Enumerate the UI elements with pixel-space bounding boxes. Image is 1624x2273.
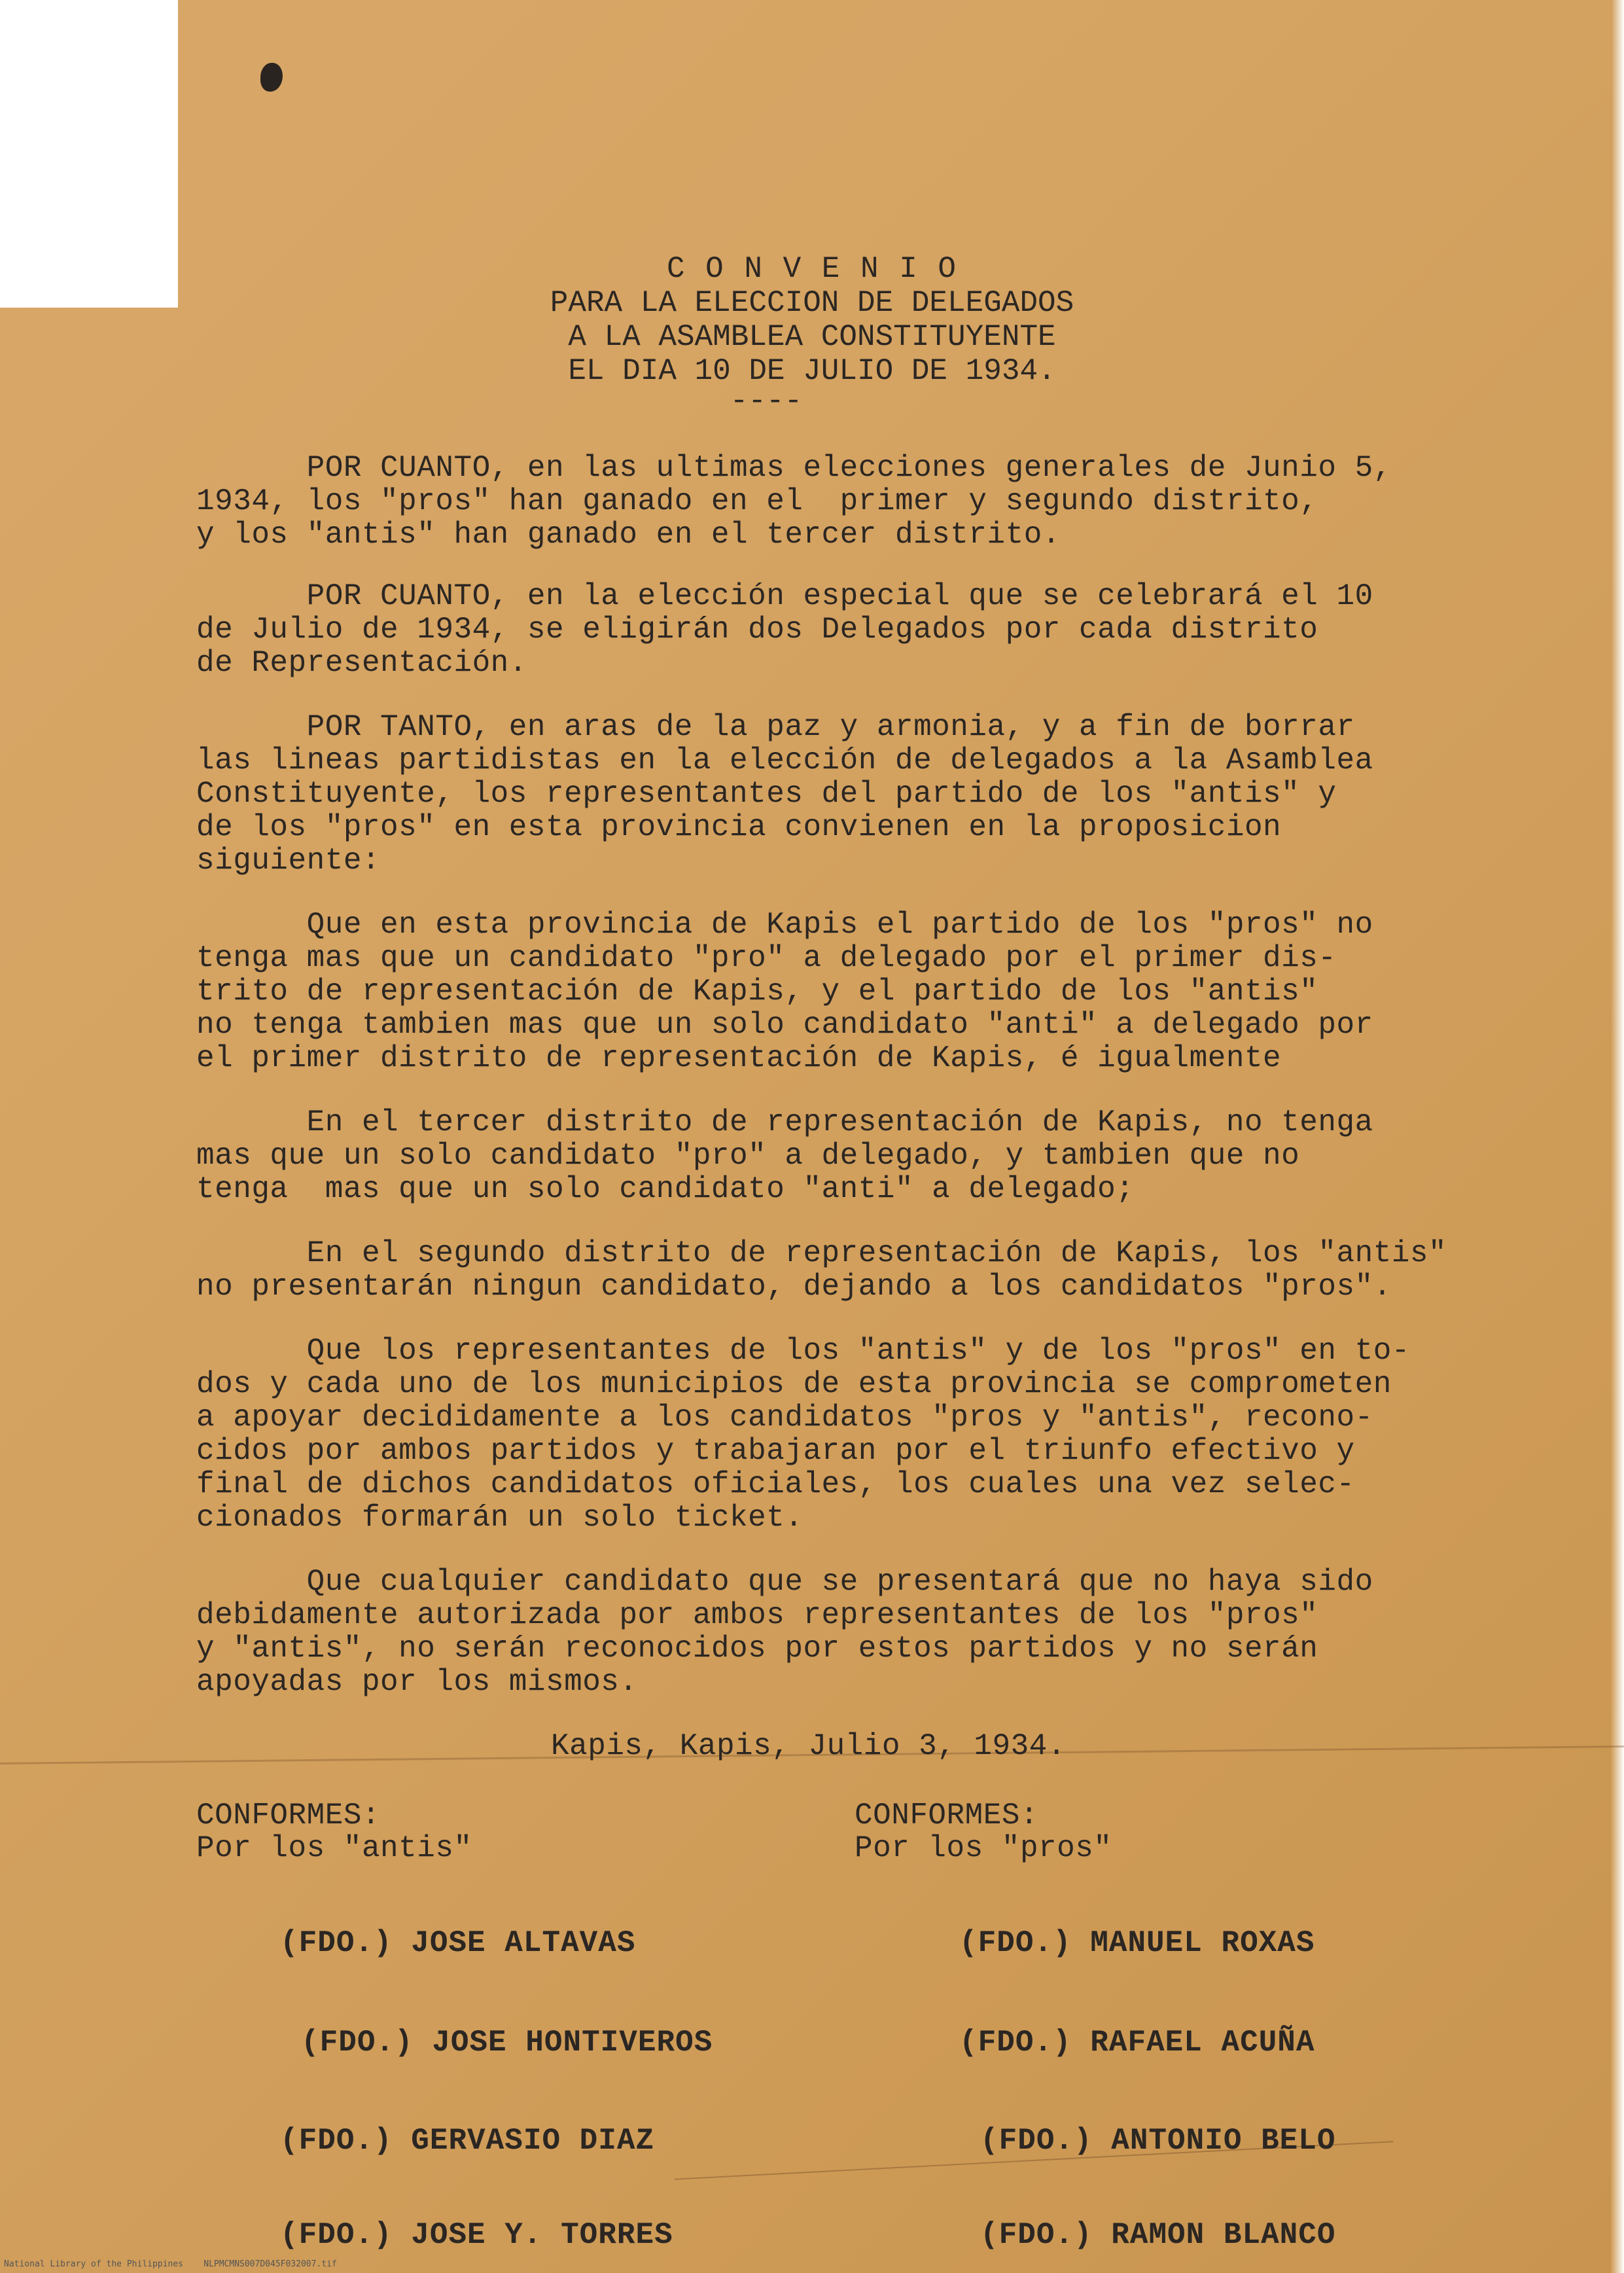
signatory-antis: (FDO.) JOSE Y. TORRES xyxy=(280,2218,673,2252)
document-title: C O N V E N I O xyxy=(666,252,958,286)
paragraph-line: dos y cada uno de los municipios de esta provincia se comprometen xyxy=(196,1367,1392,1401)
paragraph-line: de Julio de 1934, se eligirán dos Delegados por cada distrito xyxy=(196,613,1318,647)
signatory-antis: (FDO.) JOSE HONTIVEROS xyxy=(301,2026,713,2060)
paragraph-line: POR CUANTO, en la elección especial que se celebrará el 10 xyxy=(196,579,1373,613)
paragraph-line: tenga mas que un solo candidato "anti" a delegado; xyxy=(196,1172,1135,1206)
archive-footer-note: National Library of the Philippines NLPMCMNS007D045F032007.tif xyxy=(4,2259,337,2269)
paragraph-line: siguiente: xyxy=(196,844,381,878)
paragraph-line: y los "antis" han ganado en el tercer distrito. xyxy=(196,518,1061,552)
paragraph-line: cionados formarán un solo ticket. xyxy=(196,1501,803,1535)
paragraph-line: 1934, los "pros" han ganado en el primer y segundo distrito, xyxy=(196,484,1318,518)
paragraph-line: de Representación. xyxy=(196,646,527,680)
paragraph-line: no tenga tambien mas que un solo candidato "anti" a delegado por xyxy=(196,1008,1373,1042)
paragraph-line: Que en esta provincia de Kapis el partido de los "pros" no xyxy=(196,908,1373,942)
paragraph-line: apoyadas por los mismos. xyxy=(196,1665,638,1699)
document-subtitle: EL DIA 10 DE JULIO DE 1934. xyxy=(568,354,1056,388)
paragraph-line: trito de representación de Kapis, y el partido de los "antis" xyxy=(196,975,1318,1009)
paragraph-line: Que los representantes de los "antis" y de los "pros" en to- xyxy=(196,1334,1410,1368)
document-subtitle: PARA LA ELECCION DE DELEGADOS xyxy=(550,286,1074,320)
signatory-pros: (FDO.) RAFAEL ACUÑA xyxy=(959,2026,1315,2060)
signatory-pros: (FDO.) RAMON BLANCO xyxy=(980,2218,1336,2252)
paragraph-line: Que cualquier candidato que se presentará que no haya sido xyxy=(196,1565,1373,1599)
paragraph-line: POR TANTO, en aras de la paz y armonia, y a fin de borrar xyxy=(196,710,1355,744)
paragraph-line: el primer distrito de representación de Kapis, é igualmente xyxy=(196,1041,1282,1075)
signatory-pros: (FDO.) ANTONIO BELO xyxy=(980,2124,1336,2158)
paragraph-line: de los "pros" en esta provincia convienen en la proposicion xyxy=(196,810,1282,844)
paragraph-line: En el segundo distrito de representación de Kapis, los "antis" xyxy=(196,1236,1447,1270)
right-conformes: CONFORMES: xyxy=(855,1799,1039,1833)
paragraph-line: tenga mas que un candidato "pro" a delegado por el primer dis- xyxy=(196,941,1337,975)
left-party: Por los "antis" xyxy=(196,1831,472,1865)
paragraph-line: mas que un solo candidato "pro" a delegado, y tambien que no xyxy=(196,1139,1300,1173)
place-date: Kapis, Kapis, Julio 3, 1934. xyxy=(551,1729,1066,1763)
paragraph-line: no presentarán ningun candidato, dejando a los candidatos "pros". xyxy=(196,1270,1392,1304)
paragraph-line: cidos por ambos partidos y trabajaran por el triunfo efectivo y xyxy=(196,1434,1355,1468)
title-separator: ---- xyxy=(730,384,803,418)
paragraph-line: las lineas partidistas en la elección de delegados a la Asamblea xyxy=(196,743,1373,778)
signatory-pros: (FDO.) MANUEL ROXAS xyxy=(959,1926,1315,1960)
paragraph-line: y "antis", no serán reconocidos por estos partidos y no serán xyxy=(196,1632,1318,1666)
paragraph-line: En el tercer distrito de representación de Kapis, no tenga xyxy=(196,1105,1373,1139)
document-subtitle: A LA ASAMBLEA CONSTITUYENTE xyxy=(568,320,1056,354)
signatory-antis: (FDO.) JOSE ALTAVAS xyxy=(280,1926,636,1960)
paragraph-line: POR CUANTO, en las ultimas elecciones generales de Junio 5, xyxy=(196,451,1392,485)
right-party: Por los "pros" xyxy=(855,1831,1112,1865)
paragraph-line: final de dichos candidatos oficiales, los cuales una vez selec- xyxy=(196,1467,1355,1501)
paragraph-line: debidamente autorizada por ambos representantes de los "pros" xyxy=(196,1598,1318,1632)
signatory-antis: (FDO.) GERVASIO DIAZ xyxy=(280,2124,655,2158)
paragraph-line: a apoyar decididamente a los candidatos "pros y "antis", recono- xyxy=(196,1401,1373,1435)
left-conformes: CONFORMES: xyxy=(196,1799,381,1833)
paragraph-line: Constituyente, los representantes del partido de los "antis" y xyxy=(196,777,1337,811)
